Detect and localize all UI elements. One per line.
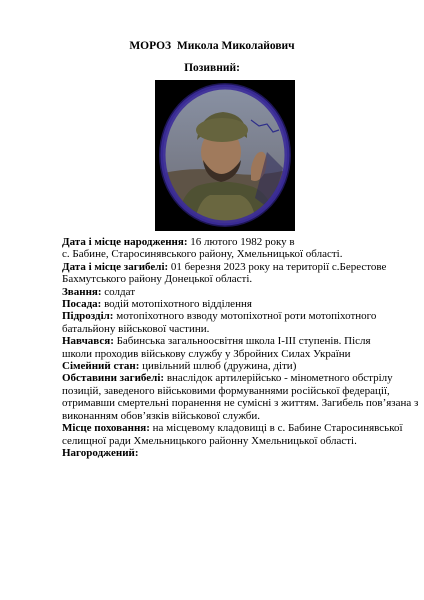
- circumstances-row: [62, 372, 412, 384]
- death-row: [62, 261, 412, 273]
- circumstances-value-line-4: виконанням обов’язків військової служби.: [62, 409, 261, 422]
- unit-value-continuation: батальйону військової частини.: [62, 322, 210, 335]
- rank-value: солдат: [101, 285, 136, 298]
- birth-value: 16 лютого 1982 року в: [187, 236, 295, 248]
- person-name: МОРОЗ Микола Миколайович: [129, 40, 295, 52]
- unit-row: [62, 310, 412, 322]
- death-value: 01 березня 2023 року на території с.Берестове: [168, 260, 387, 273]
- circumstances-value-line-3: отримавши смертельні поранення не сумісні з життям. Загибель пов’язана з: [62, 397, 419, 410]
- burial-label: Місце поховання:: [62, 422, 150, 435]
- family-label: Сімейний стан:: [62, 360, 140, 373]
- education-value-continuation: школи проходив військову службу у Збройних Силах України: [62, 347, 351, 360]
- circumstances-value-line-2: позицій, заведеного військовими формуваннями російської федерації,: [62, 384, 390, 397]
- rank-row: [62, 286, 412, 298]
- position-label: Посада:: [62, 298, 102, 311]
- family-row: [62, 360, 412, 372]
- circumstances-value: внаслідок артилерійсько - мінометного обстрілу: [164, 372, 393, 385]
- death-label: Дата і місце загибелі:: [62, 260, 169, 273]
- education-label: Навчався:: [62, 335, 114, 348]
- burial-value: на місцевому кладовищі в с. Бабине Старосинявської: [149, 422, 403, 435]
- education-value: Бабинська загальноосвітня школа І-ІІІ ступенів. Після: [113, 335, 371, 348]
- memorial-photo: [155, 80, 295, 231]
- unit-label: Підрозділ:: [62, 310, 114, 323]
- family-value: цивільний шлюб (дружина, діти): [139, 360, 297, 373]
- memorial-portrait-soldier-icon: [155, 80, 295, 231]
- position-row: [62, 298, 412, 310]
- birth-row: [62, 236, 412, 248]
- awards-label: Нагороджений:: [62, 446, 139, 459]
- biography-section: [62, 236, 419, 459]
- burial-row: [62, 422, 412, 434]
- callsign-label: Позивний:: [184, 62, 240, 74]
- rank-label: Звання:: [62, 285, 102, 298]
- position-value: водій мотопіхотного відділення: [101, 298, 252, 311]
- circumstances-label: Обставини загибелі:: [62, 372, 165, 385]
- awards-row: [62, 447, 412, 459]
- unit-value: мотопіхотного взводу мотопіхотної роти мотопіхотного: [113, 310, 377, 323]
- birth-value-continuation: с. Бабине, Старосинявського району, Хмельницької області.: [62, 248, 343, 261]
- birth-label: Дата і місце народження:: [62, 236, 188, 248]
- education-row: [62, 335, 412, 347]
- death-value-continuation: Бахмутського району Донецької області.: [62, 273, 253, 286]
- burial-value-continuation: селищної ради Хмельницького районну Хмельницької області.: [62, 434, 357, 447]
